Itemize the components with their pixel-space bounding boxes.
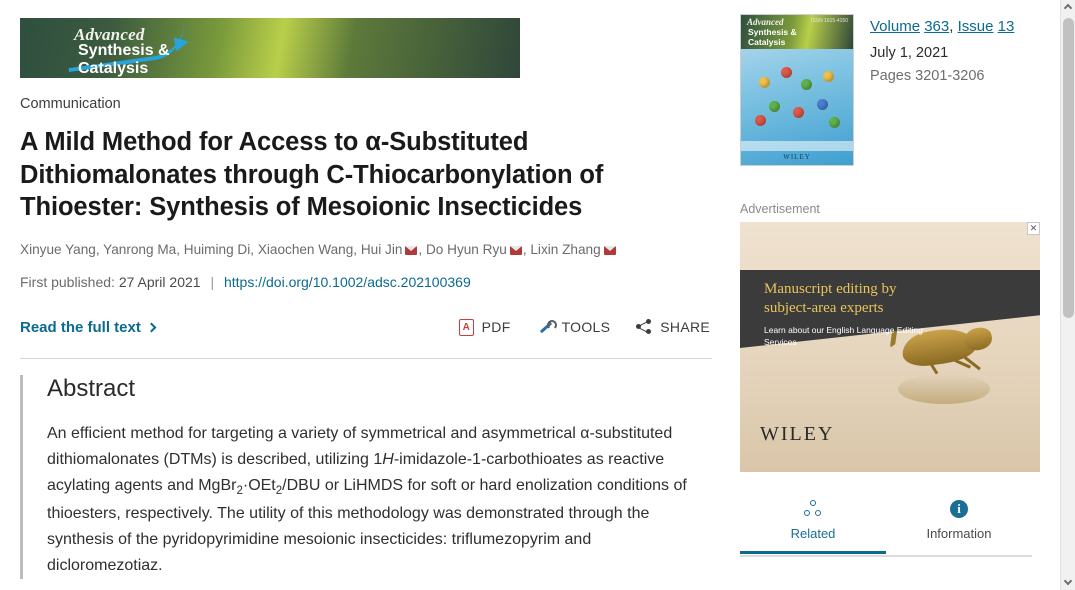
volume-number-link[interactable]: 363 (924, 18, 950, 35)
email-icon[interactable] (405, 246, 417, 255)
abstract-heading: Abstract (47, 375, 136, 403)
rail-tabs (740, 498, 1032, 554)
scrollbar-thumb[interactable] (1063, 18, 1074, 318)
email-icon[interactable] (604, 246, 616, 255)
issue-number-link[interactable]: 13 (997, 18, 1015, 35)
advertisement-label: Advertisement (740, 202, 820, 216)
issue-link[interactable]: Issue (957, 18, 994, 35)
tab-related-label: Related (790, 526, 836, 541)
journal-banner[interactable] (20, 18, 520, 78)
email-icon[interactable] (510, 246, 522, 255)
share-button[interactable] (636, 319, 710, 335)
cover-issn: ISSN 1615-4150 (811, 18, 848, 24)
share-icon (636, 319, 652, 335)
tab-information-label: Information (926, 526, 992, 541)
tab-related[interactable] (740, 498, 886, 554)
cover-molecule-graphic (755, 67, 841, 129)
first-published-date: 27 April 2021 (118, 274, 201, 291)
first-published-label: First published: (20, 274, 115, 291)
info-icon: i (886, 498, 1032, 520)
ad-close-icon[interactable]: ✕ (1027, 222, 1040, 235)
author-link[interactable]: Xinyue Yang (20, 241, 96, 257)
cover-publisher: WILEY (783, 153, 811, 161)
issue-pages: Pages 3201-3206 (870, 67, 985, 84)
ad-headline: Manuscript editing by subject-area experts (764, 281, 897, 316)
author-link[interactable]: Lixin Zhang (530, 241, 601, 257)
related-icon (740, 498, 886, 520)
issue-cover-image[interactable] (740, 14, 854, 166)
scroll-up-button[interactable] (1061, 0, 1075, 15)
author-link[interactable]: Hui Jin (360, 241, 403, 257)
document-type: Communication (20, 96, 121, 112)
cover-journal-line2: Synthesis & (748, 27, 797, 37)
action-buttons (459, 319, 716, 336)
section-divider (20, 358, 712, 359)
author-link[interactable]: Huiming Di (183, 241, 251, 257)
volume-issue-line: Volume 363, Issue 13 (870, 18, 1015, 35)
author-link[interactable]: Do Hyun Ryu (425, 241, 507, 257)
journal-name-advanced: Advanced (74, 25, 145, 44)
chevron-down-icon (1064, 577, 1072, 585)
banner-arrow-icon (174, 35, 191, 52)
tabs-underline (740, 555, 1032, 557)
journal-name-line2: Synthesis & (78, 42, 170, 59)
author-link[interactable]: Yanrong Ma (103, 241, 177, 257)
share-label: SHARE (660, 319, 710, 336)
publication-line (20, 274, 716, 290)
pub-separator: | (210, 274, 215, 291)
issue-metadata (870, 14, 1014, 166)
cover-journal-line3: Catalysis (748, 37, 786, 47)
read-full-text-link[interactable] (20, 319, 155, 336)
pdf-button[interactable] (459, 319, 511, 336)
page-scrollbar[interactable] (1060, 0, 1075, 590)
volume-link[interactable]: Volume (870, 18, 921, 35)
doi-link[interactable]: https://doi.org/10.1002/adsc.202100369 (223, 274, 471, 291)
abstract-text: An efficient method for targeting a variety of symmetrical and asymmetrical α-substituted dithiomalonates (DTMs) is described, utilizing 1H-imidazole-1-carbothioates as reactive acylating agents and MgBr$_2$·OEt$_2$/DBU or LiHMDS for soft or hard enolization conditions of thioesters, respectively. The utility of this methodology was demonstrated through the synthesis of the pyridopyrimidine mesoionic insecticides: triflumezopyrim and dicloromezotiaz. (47, 425, 687, 574)
author-link[interactable]: Xiaochen Wang (257, 241, 354, 257)
read-full-text-label: Read the full text (20, 318, 141, 336)
ad-subtext: Learn about our English Language Editing Services (764, 325, 923, 348)
abstract-section (20, 375, 710, 578)
journal-name-line3: Catalysis (78, 60, 149, 77)
pdf-label: PDF (481, 319, 511, 336)
issue-block (740, 14, 1055, 166)
cover-bottom-bar (741, 141, 853, 151)
pdf-icon (459, 319, 474, 336)
action-bar (20, 314, 716, 340)
chevron-right-icon (146, 322, 156, 332)
tools-button[interactable] (537, 319, 611, 336)
tab-information[interactable] (886, 498, 1032, 554)
advertisement-banner[interactable] (740, 222, 1040, 472)
page-title: A Mild Method for Access to α-Substituted Dithiomalonates through C-Thiocarbonylation of Thioester: Synthesis of Mesoionic Insecticides (20, 128, 604, 222)
chevron-up-icon (1064, 4, 1072, 12)
wrench-icon (537, 319, 554, 336)
scroll-down-button[interactable] (1061, 575, 1075, 590)
ad-brand: WILEY (760, 423, 835, 445)
cover-journal-advanced: Advanced (747, 17, 784, 27)
tools-label: TOOLS (561, 319, 611, 336)
issue-date: July 1, 2021 (870, 44, 949, 61)
sidebar (740, 0, 1075, 590)
author-list: Xinyue Yang, Yanrong Ma, Huiming Di, Xiaochen Wang, Hui Jin , Do Hyun Ryu , Lixin Zhang (20, 240, 710, 260)
